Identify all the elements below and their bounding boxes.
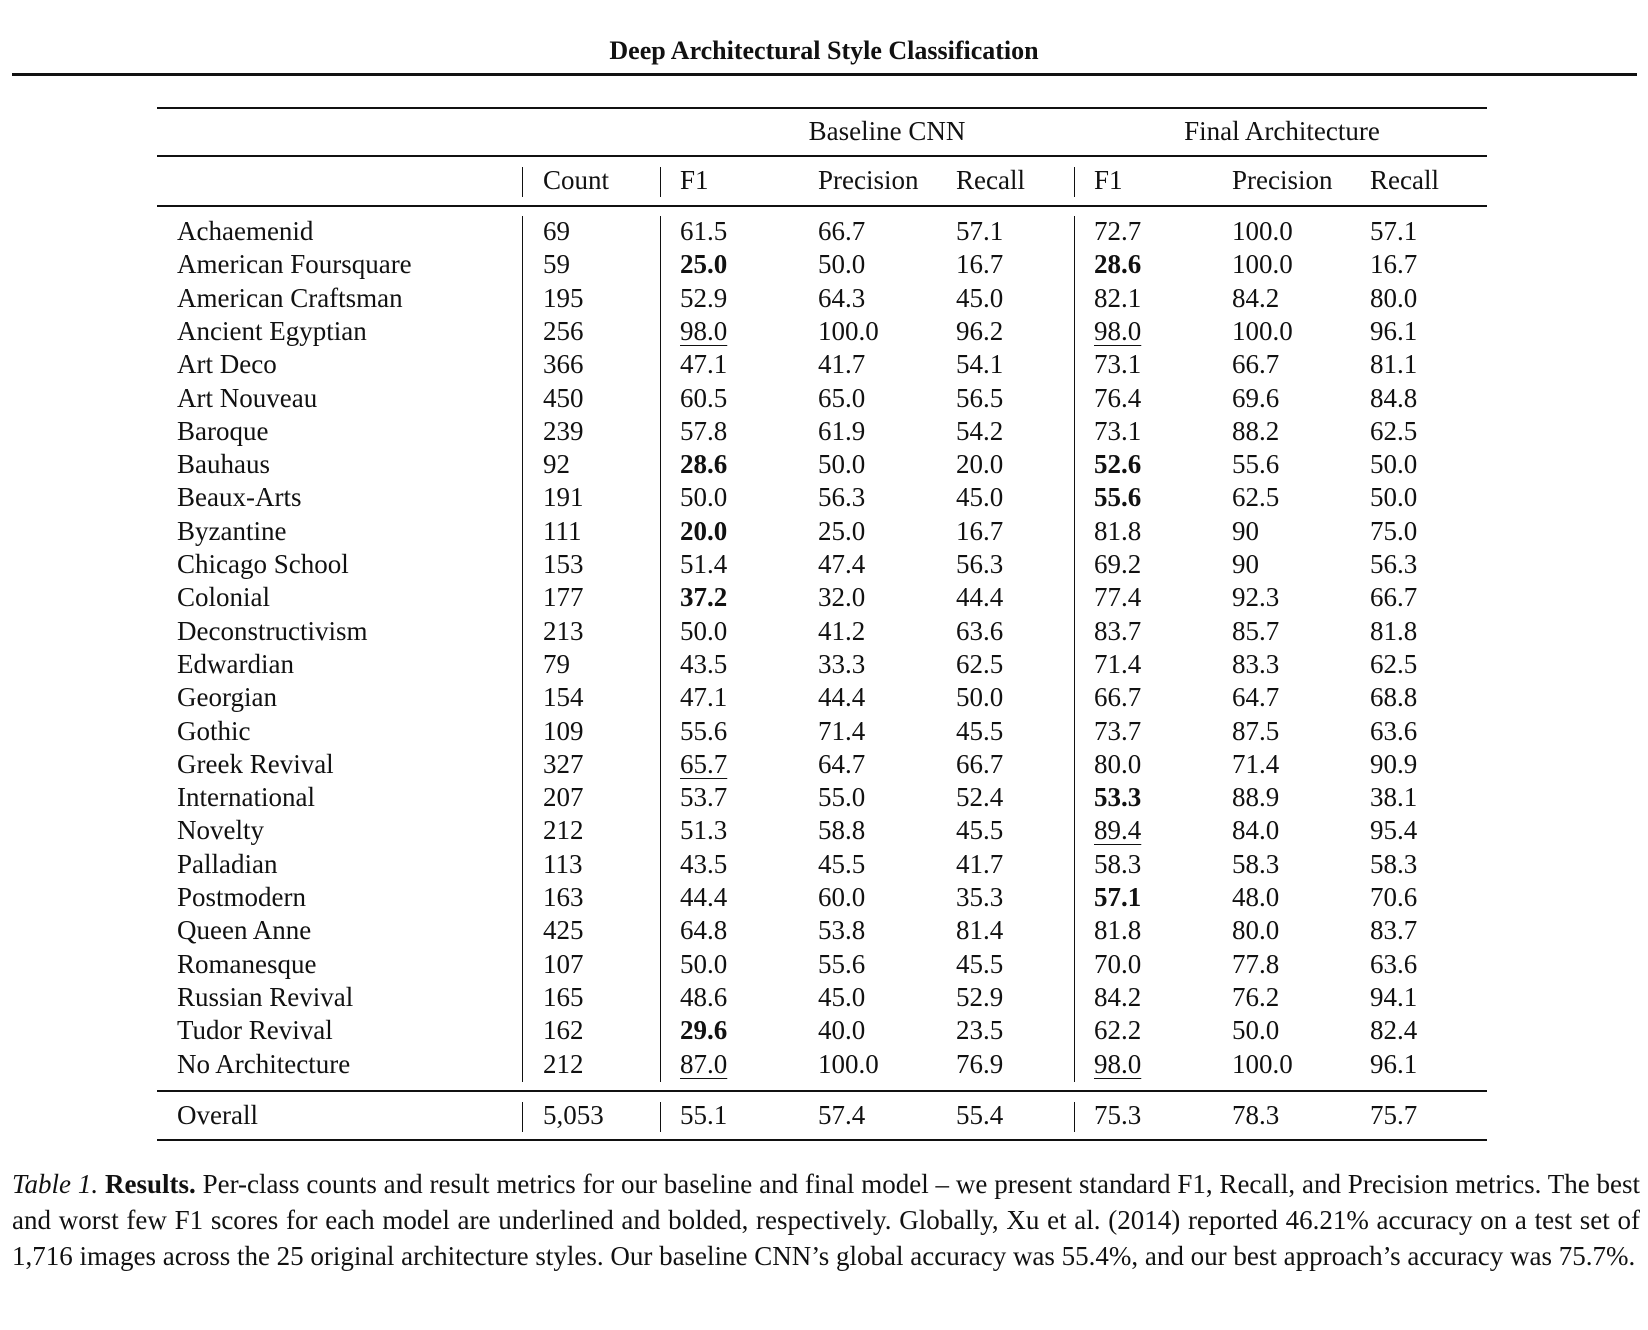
group-header-baseline: Baseline CNN [808,116,966,146]
final-recall-cell: 63.6 [1370,948,1418,979]
final-recall-cell: 96.1 [1370,1048,1418,1079]
baseline-recall-cell: 56.3 [956,549,1004,579]
final-recall-cell: 82.4 [1370,1015,1418,1046]
column-header-row [157,157,1487,207]
final-f1-cell: 55.6 [1094,482,1142,513]
final-f1-cell: 82.1 [1094,282,1142,313]
baseline-f1-cell: 52.9 [680,282,728,313]
final-recall-cell: 96.1 [1370,315,1418,346]
style-cell: Colonial [177,582,270,613]
final-recall-cell: 62.5 [1370,648,1418,679]
overall-baseline-recall: 55.4 [956,1100,1004,1130]
final-f1-cell: 84.2 [1094,981,1142,1012]
final-precision-cell: 90 [1232,515,1259,546]
final-precision-cell: 48.0 [1232,882,1280,912]
baseline-precision-cell: 47.4 [818,549,866,579]
table-row [157,982,1487,1015]
baseline-precision-cell: 71.4 [818,715,866,746]
baseline-recall-cell: 45.0 [956,482,1004,513]
baseline-f1-cell: 37.2 [680,582,728,613]
final-recall-cell: 83.7 [1370,915,1418,946]
col-header-final-recall: Recall [1370,165,1439,195]
baseline-precision-cell: 45.0 [818,981,866,1012]
table-row [157,1015,1487,1048]
style-cell: Queen Anne [177,915,312,946]
count-cell: 107 [543,948,584,979]
running-head: Deep Architectural Style Classification [609,36,1039,65]
baseline-recall-cell: 23.5 [956,1015,1004,1046]
group-header-final: Final Architecture [1184,116,1380,146]
final-f1-cell: 98.0 [1094,315,1142,346]
baseline-precision-cell: 41.2 [818,615,866,646]
baseline-f1-cell: 60.5 [680,382,728,413]
final-f1-cell: 77.4 [1094,582,1142,613]
style-cell: Art Deco [177,349,277,380]
table-row [157,782,1487,815]
col-header-baseline-precision: Precision [818,165,919,195]
baseline-f1-cell: 29.6 [680,1015,728,1046]
final-precision-cell: 71.4 [1232,748,1280,779]
final-f1-cell: 52.6 [1094,449,1142,480]
count-cell: 69 [543,216,570,246]
style-cell: Ancient Egyptian [177,315,367,346]
style-cell: Novelty [177,815,264,846]
count-cell: 212 [543,815,584,846]
style-cell: Tudor Revival [177,1015,333,1046]
table-row [157,582,1487,615]
final-f1-cell: 66.7 [1094,682,1142,713]
col-header-baseline-recall: Recall [956,165,1025,195]
baseline-f1-cell: 55.6 [680,715,728,746]
baseline-recall-cell: 50.0 [956,682,1004,713]
baseline-f1-cell: 47.1 [680,349,728,380]
baseline-f1-cell: 50.0 [680,948,728,979]
baseline-recall-cell: 52.4 [956,782,1004,813]
baseline-recall-cell: 45.5 [956,815,1004,846]
column-separator [660,167,661,197]
baseline-f1-cell: 48.6 [680,981,728,1012]
final-recall-cell: 68.8 [1370,682,1418,713]
final-f1-cell: 73.1 [1094,415,1142,446]
style-cell: Achaemenid [177,216,314,246]
style-cell: Russian Revival [177,981,354,1012]
caption-title: Results. [104,1169,196,1199]
final-precision-cell: 66.7 [1232,349,1280,380]
header-rule [12,73,1637,76]
final-precision-cell: 55.6 [1232,449,1280,480]
style-cell: Greek Revival [177,748,334,779]
final-f1-cell: 98.0 [1094,1048,1142,1079]
count-cell: 212 [543,1048,584,1079]
baseline-recall-cell: 41.7 [956,848,1004,879]
final-f1-cell: 58.3 [1094,848,1142,879]
baseline-f1-cell: 51.3 [680,815,728,846]
baseline-recall-cell: 16.7 [956,249,1004,280]
overall-baseline-f1: 55.1 [680,1100,728,1130]
baseline-recall-cell: 62.5 [956,648,1004,679]
table-row [157,249,1487,282]
final-precision-cell: 88.2 [1232,415,1280,446]
baseline-recall-cell: 16.7 [956,515,1004,546]
baseline-precision-cell: 66.7 [818,216,866,246]
final-precision-cell: 50.0 [1232,1015,1280,1046]
final-precision-cell: 80.0 [1232,915,1280,946]
count-cell: 79 [543,648,570,679]
baseline-f1-cell: 53.7 [680,782,728,813]
final-recall-cell: 81.1 [1370,349,1418,380]
baseline-precision-cell: 25.0 [818,515,866,546]
table-row [157,682,1487,715]
column-separator [1074,167,1075,197]
count-cell: 153 [543,549,584,579]
final-precision-cell: 88.9 [1232,782,1280,813]
final-f1-cell: 53.3 [1094,782,1142,813]
style-cell: Chicago School [177,549,349,579]
baseline-precision-cell: 40.0 [818,1015,866,1046]
final-f1-cell: 70.0 [1094,948,1142,979]
final-f1-cell: 89.4 [1094,815,1142,846]
final-recall-cell: 50.0 [1370,449,1418,480]
results-table [157,107,1487,1141]
table-row [157,949,1487,982]
final-f1-cell: 73.1 [1094,349,1142,380]
count-cell: 425 [543,915,584,946]
baseline-f1-cell: 43.5 [680,648,728,679]
final-f1-cell: 81.8 [1094,515,1142,546]
final-precision-cell: 77.8 [1232,948,1280,979]
final-recall-cell: 57.1 [1370,216,1418,246]
count-cell: 154 [543,682,584,713]
final-recall-cell: 90.9 [1370,748,1418,779]
final-precision-cell: 84.0 [1232,815,1280,846]
baseline-recall-cell: 45.5 [956,715,1004,746]
baseline-precision-cell: 56.3 [818,482,866,513]
style-cell: Byzantine [177,515,287,546]
baseline-precision-cell: 100.0 [818,315,879,346]
baseline-recall-cell: 56.5 [956,382,1004,413]
count-cell: 256 [543,315,584,346]
final-precision-cell: 100.0 [1232,216,1293,246]
table-row [157,449,1487,482]
count-cell: 207 [543,782,584,813]
style-cell: Beaux-Arts [177,482,302,513]
final-recall-cell: 95.4 [1370,815,1418,846]
count-cell: 165 [543,981,584,1012]
baseline-f1-cell: 57.8 [680,415,728,446]
table-row [157,1049,1487,1082]
baseline-f1-cell: 44.4 [680,882,728,912]
final-precision-cell: 100.0 [1232,1048,1293,1079]
table-row [157,316,1487,349]
baseline-precision-cell: 58.8 [818,815,866,846]
final-precision-cell: 90 [1232,549,1259,579]
style-cell: Deconstructivism [177,615,368,646]
table-row [157,283,1487,316]
style-cell: Postmodern [177,882,307,912]
style-cell: Edwardian [177,648,294,679]
final-f1-cell: 76.4 [1094,382,1142,413]
final-recall-cell: 81.8 [1370,615,1418,646]
style-cell: Art Nouveau [177,382,318,413]
final-precision-cell: 58.3 [1232,848,1280,879]
final-precision-cell: 100.0 [1232,249,1293,280]
count-cell: 162 [543,1015,584,1046]
table-row [157,882,1487,915]
baseline-f1-cell: 51.4 [680,549,728,579]
table-row [157,216,1487,249]
style-cell: Baroque [177,415,269,446]
style-cell: Romanesque [177,948,317,979]
baseline-precision-cell: 55.0 [818,782,866,813]
baseline-recall-cell: 57.1 [956,216,1004,246]
overall-final-recall: 75.7 [1370,1100,1418,1130]
table-row [157,549,1487,582]
count-cell: 239 [543,415,584,446]
baseline-recall-cell: 54.2 [956,415,1004,446]
baseline-precision-cell: 61.9 [818,415,866,446]
style-cell: American Foursquare [177,249,412,280]
count-cell: 109 [543,715,584,746]
table-caption [12,1166,1640,1274]
baseline-precision-cell: 60.0 [818,882,866,912]
final-precision-cell: 76.2 [1232,981,1280,1012]
style-cell: Gothic [177,715,251,746]
overall-row [157,1090,1487,1139]
final-precision-cell: 100.0 [1232,315,1293,346]
baseline-recall-cell: 44.4 [956,582,1004,613]
baseline-f1-cell: 25.0 [680,249,728,280]
final-precision-cell: 69.6 [1232,382,1280,413]
final-f1-cell: 72.7 [1094,216,1142,246]
baseline-recall-cell: 35.3 [956,882,1004,912]
baseline-f1-cell: 47.1 [680,682,728,713]
baseline-precision-cell: 50.0 [818,449,866,480]
column-separator [660,1102,661,1132]
count-cell: 213 [543,615,584,646]
baseline-precision-cell: 50.0 [818,249,866,280]
table-row [157,616,1487,649]
baseline-precision-cell: 64.3 [818,282,866,313]
table-row [157,349,1487,382]
final-precision-cell: 87.5 [1232,715,1280,746]
final-recall-cell: 75.0 [1370,515,1418,546]
baseline-f1-cell: 50.0 [680,482,728,513]
baseline-recall-cell: 66.7 [956,748,1004,779]
col-header-final-f1: F1 [1094,165,1123,195]
count-cell: 327 [543,748,584,779]
final-recall-cell: 70.6 [1370,882,1418,912]
final-recall-cell: 62.5 [1370,415,1418,446]
baseline-recall-cell: 45.0 [956,282,1004,313]
final-recall-cell: 63.6 [1370,715,1418,746]
group-header-row [157,109,1487,157]
baseline-recall-cell: 20.0 [956,449,1004,480]
baseline-recall-cell: 81.4 [956,915,1004,946]
final-recall-cell: 56.3 [1370,549,1418,579]
caption-label: Table 1. [12,1169,99,1199]
final-f1-cell: 28.6 [1094,249,1142,280]
final-f1-cell: 71.4 [1094,648,1142,679]
baseline-recall-cell: 54.1 [956,349,1004,380]
final-recall-cell: 84.8 [1370,382,1418,413]
baseline-f1-cell: 98.0 [680,315,728,346]
baseline-f1-cell: 50.0 [680,615,728,646]
final-f1-cell: 80.0 [1094,748,1142,779]
baseline-recall-cell: 76.9 [956,1048,1004,1079]
final-recall-cell: 80.0 [1370,282,1418,313]
final-f1-cell: 69.2 [1094,549,1142,579]
baseline-f1-cell: 64.8 [680,915,728,946]
count-cell: 195 [543,282,584,313]
final-recall-cell: 58.3 [1370,848,1418,879]
count-cell: 59 [543,249,570,280]
style-cell: Georgian [177,682,277,713]
final-precision-cell: 84.2 [1232,282,1280,313]
final-recall-cell: 94.1 [1370,981,1418,1012]
baseline-f1-cell: 20.0 [680,515,728,546]
final-precision-cell: 83.3 [1232,648,1280,679]
table-body [157,207,1487,1090]
baseline-f1-cell: 87.0 [680,1048,728,1079]
count-cell: 92 [543,449,570,480]
count-cell: 366 [543,349,584,380]
column-separator [522,1102,523,1132]
baseline-f1-cell: 43.5 [680,848,728,879]
final-f1-cell: 57.1 [1094,882,1142,912]
overall-count: 5,053 [543,1100,604,1130]
overall-baseline-precision: 57.4 [818,1100,866,1130]
column-separator [1074,1102,1075,1132]
overall-final-precision: 78.3 [1232,1100,1280,1130]
baseline-recall-cell: 96.2 [956,315,1004,346]
table-row [157,749,1487,782]
final-f1-cell: 62.2 [1094,1015,1142,1046]
style-cell: Palladian [177,848,278,879]
count-cell: 177 [543,582,584,613]
table-row [157,416,1487,449]
baseline-recall-cell: 52.9 [956,981,1004,1012]
table-row [157,649,1487,682]
baseline-f1-cell: 61.5 [680,216,728,246]
table-row [157,849,1487,882]
final-precision-cell: 92.3 [1232,582,1280,613]
count-cell: 163 [543,882,584,912]
baseline-precision-cell: 32.0 [818,582,866,613]
final-precision-cell: 64.7 [1232,682,1280,713]
count-cell: 450 [543,382,584,413]
column-separator [522,167,523,197]
baseline-precision-cell: 53.8 [818,915,866,946]
baseline-precision-cell: 65.0 [818,382,866,413]
baseline-recall-cell: 45.5 [956,948,1004,979]
overall-label: Overall [177,1100,258,1130]
final-f1-cell: 81.8 [1094,915,1142,946]
col-header-baseline-f1: F1 [680,165,709,195]
baseline-precision-cell: 33.3 [818,648,866,679]
baseline-precision-cell: 41.7 [818,349,866,380]
final-recall-cell: 38.1 [1370,782,1418,813]
baseline-precision-cell: 64.7 [818,748,866,779]
final-recall-cell: 66.7 [1370,582,1418,613]
style-cell: Bauhaus [177,449,270,480]
col-header-count: Count [543,165,610,195]
baseline-precision-cell: 100.0 [818,1048,879,1079]
table-row [157,915,1487,948]
col-header-final-precision: Precision [1232,165,1333,195]
final-recall-cell: 16.7 [1370,249,1418,280]
baseline-recall-cell: 63.6 [956,615,1004,646]
style-cell: International [177,782,315,813]
baseline-f1-cell: 65.7 [680,748,728,779]
table-row [157,383,1487,416]
final-recall-cell: 50.0 [1370,482,1418,513]
count-cell: 111 [543,515,582,546]
count-cell: 113 [543,848,583,879]
style-cell: No Architecture [177,1048,351,1079]
baseline-f1-cell: 28.6 [680,449,728,480]
final-precision-cell: 62.5 [1232,482,1280,513]
overall-final-f1: 75.3 [1094,1100,1142,1130]
table-row [157,716,1487,749]
table-row [157,482,1487,515]
final-f1-cell: 73.7 [1094,715,1142,746]
baseline-precision-cell: 44.4 [818,682,866,713]
caption-text: Per-class counts and result metrics for our baseline and final model – we present standard F1, Recall, and Precision metrics. The best and worst few F1 scores for each model are underlined and bolded, respectively. Globally, Xu et al. (2014) reported 46.21% accuracy on a test set of 1,716 images across the 25 original architecture styles. Our baseline CNN’s global accuracy was 55.4%, and our best approach’s accuracy was 75.7%. [12,1169,1641,1271]
final-precision-cell: 85.7 [1232,615,1280,646]
final-f1-cell: 83.7 [1094,615,1142,646]
baseline-precision-cell: 45.5 [818,848,866,879]
table-row [157,516,1487,549]
table-row [157,815,1487,848]
count-cell: 191 [543,482,584,513]
style-cell: American Craftsman [177,282,403,313]
baseline-precision-cell: 55.6 [818,948,866,979]
